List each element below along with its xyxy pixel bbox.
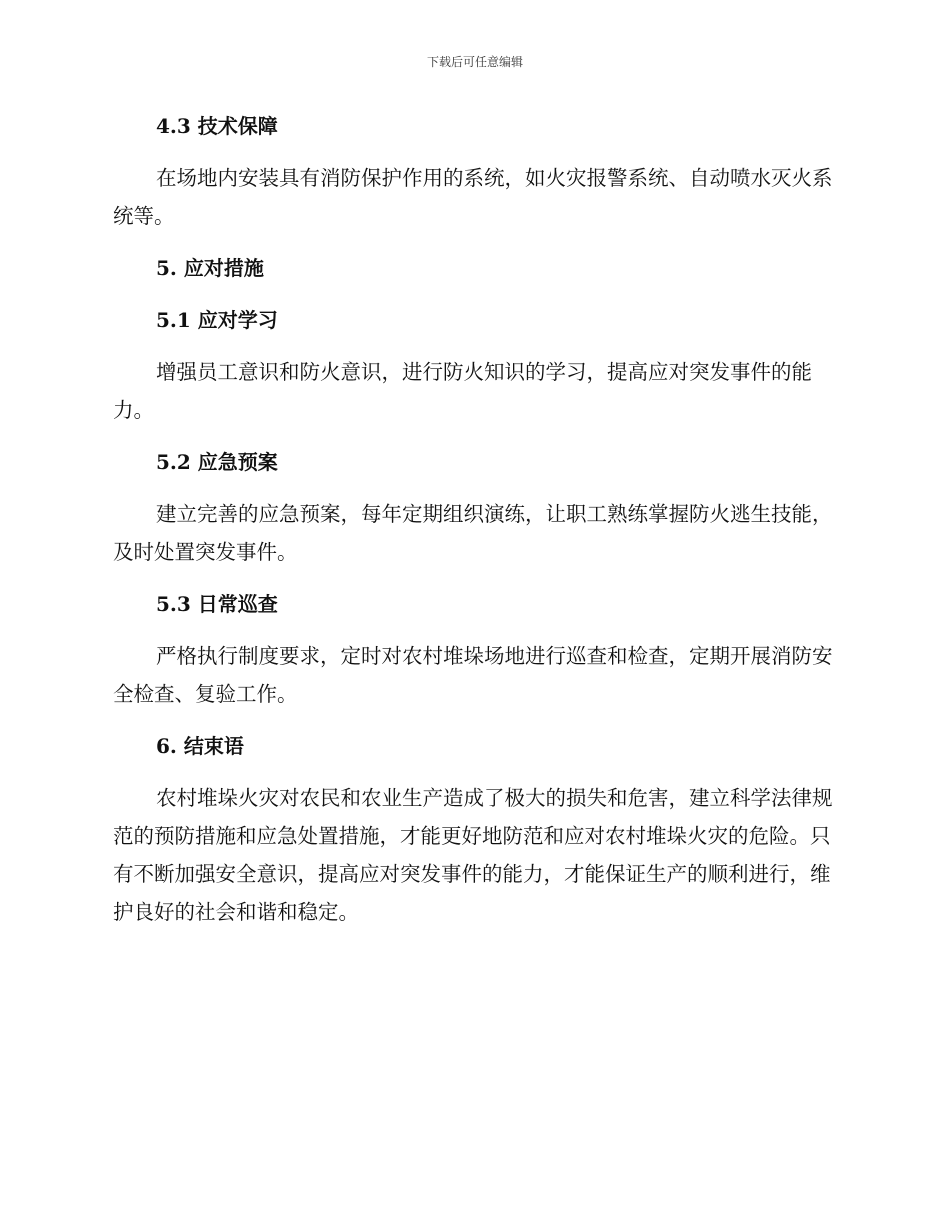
- section-heading-5-1: 5.1 应对学习: [156, 308, 278, 332]
- page-header-note: 下载后可任意编辑: [426, 55, 523, 69]
- section-heading-5-3: 5.3 日常巡查: [156, 592, 278, 616]
- section-heading-4-3: 4.3 技术保障: [156, 114, 278, 138]
- paragraph-daily-inspection: 严格执行制度要求，定时对农村堆垛场地进行巡查和检查，定期开展消防安全检查、复验工作。: [113, 644, 833, 706]
- section-heading-5: 5. 应对措施: [156, 256, 264, 280]
- paragraph-technical-support: 在场地内安装具有消防保护作用的系统，如火灾报警系统、自动喷水灭火系统等。: [113, 166, 833, 228]
- document-body: [113, 107, 833, 931]
- paragraph-conclusion: 农村堆垛火灾对农民和农业生产造成了极大的损失和危害，建立科学法律规范的预防措施和应急处置措施，才能更好地防范和应对农村堆垛火灾的危险。只有不断加强安全意识，提高应对突发事件的能力，才能保证生产的顺利进行，维护良好的社会和谐和稳定。: [113, 786, 833, 924]
- paragraph-learning: 增强员工意识和防火意识，进行防火知识的学习，提高应对突发事件的能力。: [113, 360, 812, 422]
- paragraph-emergency-plan: 建立完善的应急预案，每年定期组织演练，让职工熟练掌握防火逃生技能，及时处置突发事件。: [113, 502, 833, 564]
- section-heading-5-2: 5.2 应急预案: [156, 450, 278, 474]
- section-heading-6: 6. 结束语: [156, 734, 244, 758]
